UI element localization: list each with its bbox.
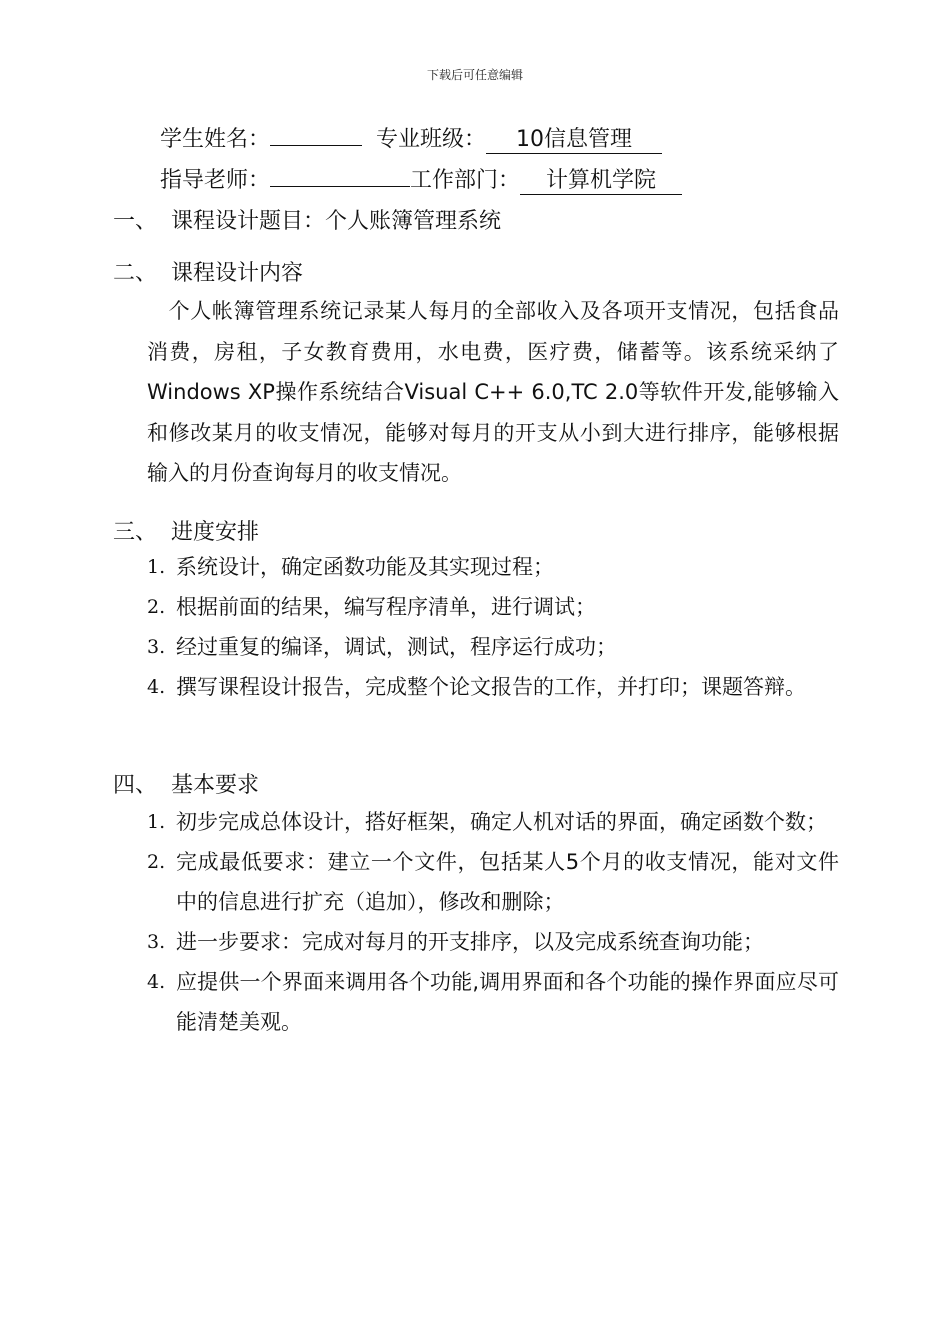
item-text: 经过重复的编译，调试，测试，程序运行成功； — [176, 635, 617, 659]
student-info-row — [160, 122, 662, 154]
item-text: 撰写课程设计报告，完成整个论文报告的工作，并打印；课题答辩。 — [176, 675, 806, 699]
teacher-info-row — [160, 163, 682, 195]
item-text: 初步完成总体设计，搭好框架，确定人机对话的界面，确定函数个数； — [176, 810, 827, 834]
item-text: 根据前面的结果，编写程序清单，进行调试； — [176, 595, 596, 619]
item-text: 进一步要求：完成对每月的开支排序，以及完成系统查询功能； — [176, 930, 764, 954]
teacher-blank — [270, 164, 410, 187]
section-title-2 — [113, 256, 303, 287]
content-paragraph — [147, 291, 839, 494]
section-number: 四、 — [113, 773, 158, 798]
page-header: 下载后可任意编辑 — [426, 68, 523, 82]
item-number: 1. — [147, 556, 166, 578]
project-title: 个人账簿管理系统 — [325, 209, 502, 234]
section-heading: 进度安排 — [171, 520, 260, 545]
item-number: 4. — [147, 676, 166, 698]
item-number: 3. — [147, 636, 166, 658]
list-item — [147, 962, 839, 1042]
list-item — [147, 842, 839, 922]
section-heading: 基本要求 — [171, 773, 260, 798]
section-number: 三、 — [113, 520, 158, 545]
dept-label: 工作部门： — [410, 168, 521, 193]
major-class-value: 10信息管理 — [486, 122, 662, 154]
content-text: 个人帐簿管理系统记录某人每月的全部收入及各项开支情况，包括食品消费，房租，子女教育费用，水电费，医疗费，储蓄等。该系统采纳了Windows XP操作系统结合Visual C++ 6.0,TC 2.0等软件开发,能够输入和修改某月的收支情况，能够对每月的开支从小到大进行排序，能够根据输入的月份查询每月的收支情况。 — [147, 299, 839, 485]
section-title-3 — [113, 515, 259, 546]
list-item — [147, 802, 839, 842]
section-title-4 — [113, 768, 259, 799]
schedule-list — [147, 547, 839, 707]
requirements-list — [147, 802, 839, 1042]
item-number: 2. — [147, 851, 166, 873]
section-title-1 — [113, 204, 501, 235]
item-text: 完成最低要求：建立一个文件，包括某人5个月的收支情况，能对文件中的信息进行扩充（追加），修改和删除； — [176, 850, 839, 914]
item-text: 系统设计，确定函数功能及其实现过程； — [176, 555, 554, 579]
section-heading: 课程设计内容 — [171, 261, 304, 286]
item-number: 2. — [147, 596, 166, 618]
item-number: 1. — [147, 811, 166, 833]
student-name-label: 学生姓名： — [160, 127, 271, 152]
list-item — [147, 667, 839, 707]
list-item — [147, 627, 839, 667]
major-class-label: 专业班级： — [376, 127, 487, 152]
item-number: 3. — [147, 931, 166, 953]
list-item — [147, 587, 839, 627]
dept-value: 计算机学院 — [520, 163, 682, 195]
section-number: 一、 — [113, 209, 158, 234]
list-item — [147, 547, 839, 587]
list-item — [147, 922, 839, 962]
section-number: 二、 — [113, 261, 158, 286]
teacher-label: 指导老师： — [160, 168, 271, 193]
item-text: 应提供一个界面来调用各个功能,调用界面和各个功能的操作界面应尽可能清楚美观。 — [176, 970, 839, 1034]
student-name-blank — [270, 123, 362, 146]
section-heading: 课程设计题目： — [171, 209, 326, 234]
item-number: 4. — [147, 971, 166, 993]
